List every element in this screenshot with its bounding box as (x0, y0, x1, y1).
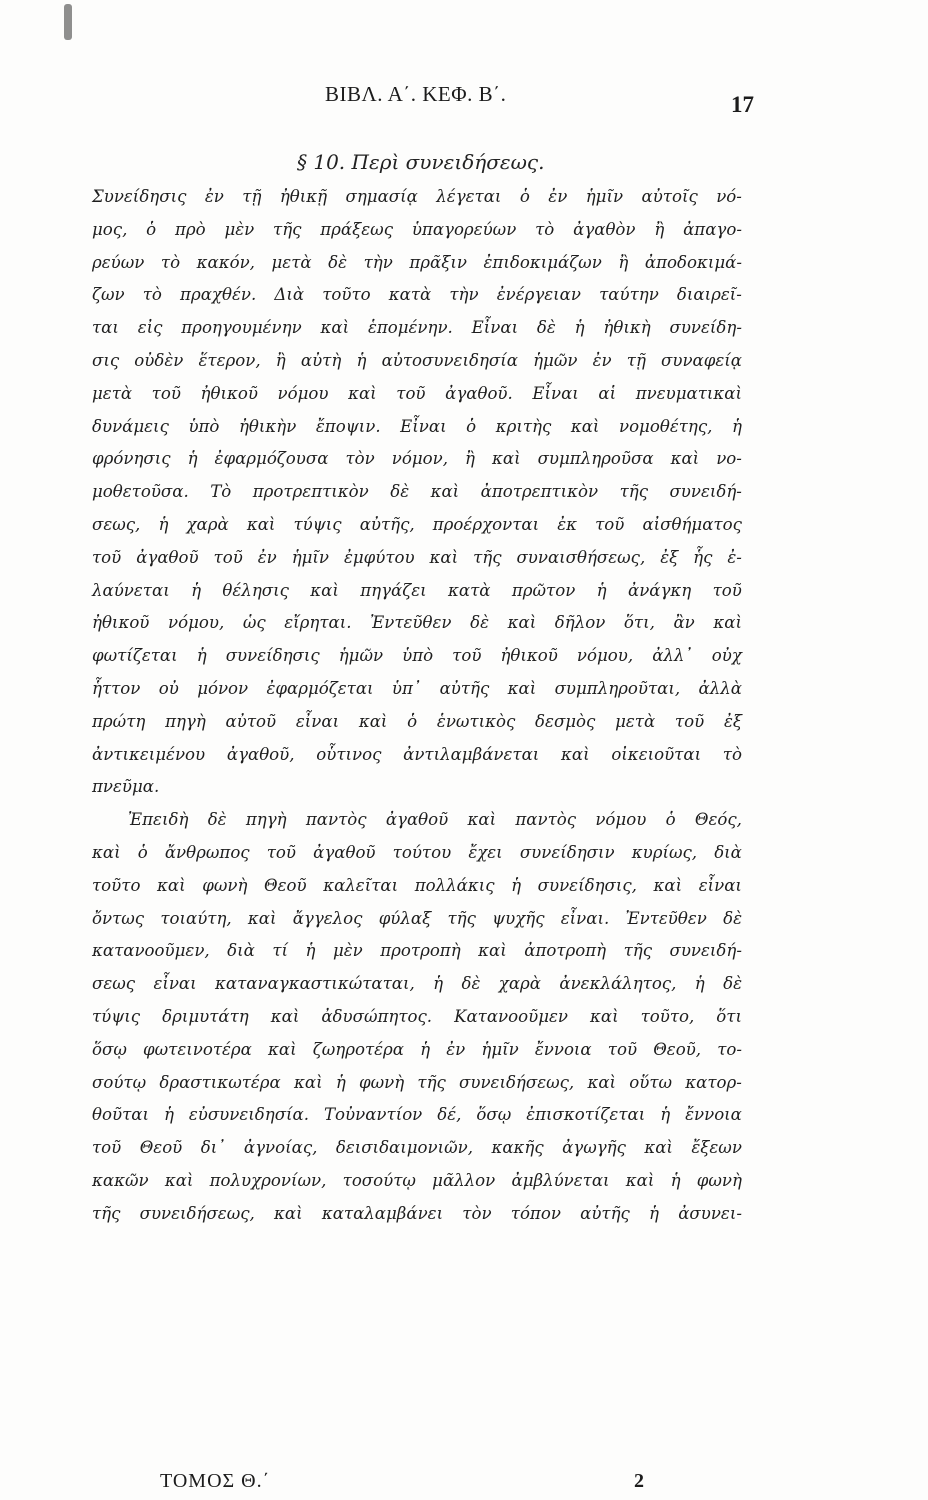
text-line: καὶ ὁ ἄνθρωπος τοῦ ἀγαθοῦ τούτου ἔχει συνείδησιν κυρίως, διὰ (92, 842, 742, 862)
running-head: ΒΙΒΛ. Α΄. ΚΕΦ. Β΄. (325, 82, 507, 106)
text-line: μοθετοῦσα. Τὸ προτρεπτικὸν δὲ καὶ ἀποτρεπτικὸν τῆς συνειδή- (92, 482, 742, 502)
text-line: σις οὐδὲν ἕτερον, ἢ αὐτὴ ἡ αὐτοσυνειδησία ἡμῶν ἐν τῇ συναφείᾳ (92, 350, 742, 370)
text-line: θοῦται ἡ εὐσυνειδησία. Τοὐναντίον δέ, ὅσῳ ἐπισκοτίζεται ἡ ἔννοια (92, 1105, 742, 1125)
ink-smudge-mark (64, 4, 72, 40)
text-line: τύψις δριμυτάτη καὶ ἀδυσώπητος. Κατανοοῦμεν καὶ τοῦτο, ὅτι (92, 1006, 742, 1026)
text-line: τῆς συνειδήσεως, καὶ καταλαμβάνει τὸν τόπον αὐτῆς ἡ ἀσυνει- (92, 1203, 742, 1223)
text-line: κακῶν καὶ πολυχρονίων, τοσούτῳ μᾶλλον ἀμβλύνεται καὶ ἡ φωνὴ (92, 1170, 742, 1190)
text-line: ἠθικοῦ νόμου, ὡς εἴρηται. Ἐντεῦθεν δὲ καὶ δῆλον ὅτι, ἂν καὶ (92, 613, 742, 633)
text-line: τοῦ Θεοῦ δι᾽ ἀγνοίας, δεισιδαιμονιῶν, κακῆς ἀγωγῆς καὶ ἔξεων (92, 1138, 742, 1158)
text-line: ρεύων τὸ κακόν, μετὰ δὲ τὴν πρᾶξιν ἐπιδοκιμάζων ἢ ἀποδοκιμά- (92, 252, 742, 272)
text-line: τοῦ ἀγαθοῦ τοῦ ἐν ἡμῖν ἐμφύτου καὶ τῆς συναισθήσεως, ἐξ ἧς ἐ- (92, 547, 742, 567)
text-line: λαύνεται ἡ θέλησις καὶ πηγάζει κατὰ πρῶτον ἡ ἀνάγκη τοῦ (92, 580, 742, 600)
text-line: φωτίζεται ἡ συνείδησις ἡμῶν ὑπὸ τοῦ ἠθικοῦ νόμου, ἀλλ᾽ οὐχ (92, 646, 742, 666)
text-line: κατανοοῦμεν, διὰ τί ἡ μὲν προτροπὴ καὶ ἀποτροπὴ τῆς συνειδή- (92, 941, 742, 961)
signature-number: 2 (634, 1470, 644, 1492)
text-line: Ἐπειδὴ δὲ πηγὴ παντὸς ἀγαθοῦ καὶ παντὸς νόμου ὁ Θεός, (128, 810, 742, 830)
text-line: τοῦτο καὶ φωνὴ Θεοῦ καλεῖται πολλάκις ἡ συνείδησις, καὶ εἶναι (92, 875, 742, 895)
text-line: σούτῳ δραστικωτέρα καὶ ἡ φωνὴ τῆς συνειδήσεως, καὶ οὕτω κατορ- (92, 1072, 742, 1092)
page-number: 17 (731, 92, 754, 117)
text-line: ἀντικειμένου ἀγαθοῦ, οὗτινος ἀντιλαμβάνεται καὶ οἰκειοῦται τὸ (92, 744, 742, 764)
text-line: ὅσῳ φωτεινοτέρα καὶ ζωηροτέρα ἡ ἐν ἡμῖν ἔννοια τοῦ Θεοῦ, το- (92, 1039, 742, 1059)
text-line: ὄντως τοιαύτη, καὶ ἄγγελος φύλαξ τῆς ψυχῆς εἶναι. Ἐντεῦθεν δὲ (92, 908, 742, 928)
text-line: πρώτη πηγὴ αὐτοῦ εἶναι καὶ ὁ ἑνωτικὸς δεσμὸς μετὰ τοῦ ἐξ (92, 711, 742, 731)
text-line: σεως, ἡ χαρὰ καὶ τύψις αὐτῆς, προέρχονται ἐκ τοῦ αἰσθήματος (92, 514, 742, 534)
text-line: φρόνησις ἡ ἐφαρμόζουσα τὸν νόμον, ἢ καὶ συμπληροῦσα καὶ νο- (92, 449, 742, 469)
section-heading: § 10. Περὶ συνειδήσεως. (297, 150, 545, 174)
text-line: πνεῦμα. (92, 777, 160, 797)
signature-mark: ΤΟΜΟΣ Θ.΄ (160, 1470, 271, 1492)
text-line: δυνάμεις ὑπὸ ἠθικὴν ἔποψιν. Εἶναι ὁ κριτὴς καὶ νομοθέτης, ἡ (92, 416, 742, 436)
text-line: μετὰ τοῦ ἠθικοῦ νόμου καὶ τοῦ ἀγαθοῦ. Εἶναι αἱ πνευματικαὶ (92, 383, 742, 403)
text-line: ται εἰς προηγουμένην καὶ ἑπομένην. Εἶναι δὲ ἡ ἠθικὴ συνείδη- (92, 318, 742, 338)
text-line: ζων τὸ πραχθέν. Διὰ τοῦτο κατὰ τὴν ἐνέργειαν ταύτην διαιρεῖ- (92, 285, 742, 305)
text-line: μος, ὁ πρὸ μὲν τῆς πράξεως ὑπαγορεύων τὸ ἀγαθὸν ἢ ἀπαγο- (92, 219, 742, 239)
text-line: Συνείδησις ἐν τῇ ἠθικῇ σημασίᾳ λέγεται ὁ ἐν ἡμῖν αὐτοῖς νό- (92, 187, 742, 206)
text-line: σεως εἶναι καταναγκαστικώταται, ἡ δὲ χαρὰ ἀνεκλάλητος, ἡ δὲ (92, 974, 742, 994)
body-text (92, 181, 742, 1231)
text-line: ἧττον οὐ μόνον ἐφαρμόζεται ὑπ᾽ αὐτῆς καὶ συμπληροῦται, ἀλλὰ (92, 678, 742, 698)
